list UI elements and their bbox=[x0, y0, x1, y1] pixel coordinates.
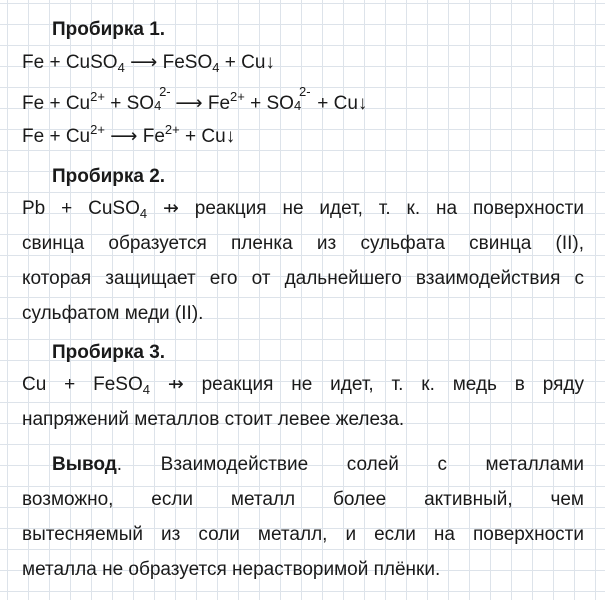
eq-superscript: 2- bbox=[298, 84, 311, 99]
paragraph-line: вытесняемый из соли металл, и если на поверхности bbox=[22, 524, 584, 545]
tube2-paragraph bbox=[22, 191, 584, 331]
tube3-heading: Пробирка 3. bbox=[52, 342, 166, 363]
tube1-equation-full-ionic bbox=[22, 84, 368, 114]
paragraph-line: возможно, если металл более активный, чем bbox=[22, 489, 584, 510]
paragraph-line bbox=[22, 447, 584, 482]
text-part: ⇸ реакция не идет, т. к. на поверхности bbox=[147, 198, 584, 219]
paragraph-line: металла не образуется нерастворимой плёнки. bbox=[22, 559, 441, 580]
paragraph-line bbox=[22, 191, 584, 226]
conclusion-label: Вывод bbox=[52, 454, 117, 475]
eq-superscript: 2- bbox=[159, 84, 171, 99]
eq-subscript: 4 bbox=[154, 98, 162, 113]
paragraph-line: сульфатом меди (II). bbox=[22, 303, 204, 324]
eq-superscript: 2+ bbox=[90, 122, 105, 137]
eq-superscript: 2+ bbox=[164, 122, 180, 137]
eq-part: Fe + Cu bbox=[22, 93, 91, 114]
tube1-equation-molecular bbox=[22, 51, 275, 75]
tube1-heading: Пробирка 1. bbox=[52, 19, 166, 40]
conclusion-paragraph bbox=[22, 447, 584, 587]
tube3-paragraph bbox=[22, 367, 584, 437]
paragraph-line: которая защищает его от дальнейшего взаимодействия с bbox=[22, 268, 584, 289]
eq-subscript: 4 bbox=[212, 60, 220, 75]
eq-part: ⟶ FeSO bbox=[124, 52, 213, 73]
eq-part: Cu + FeSO bbox=[22, 374, 143, 395]
tube1-equation-short-ionic bbox=[22, 118, 236, 147]
eq-part: + Cu↓ bbox=[179, 126, 236, 147]
eq-subscript: 4 bbox=[293, 98, 302, 113]
eq-superscript: 2+ bbox=[90, 89, 105, 104]
eq-subscript: 4 bbox=[139, 206, 148, 221]
paragraph-line: свинца образуется пленка из сульфата свинца (II), bbox=[22, 233, 584, 254]
eq-subscript: 4 bbox=[142, 382, 150, 397]
eq-part: Fe + CuSO bbox=[22, 52, 118, 73]
text-part: . Взаимодействие солей с металлами bbox=[116, 454, 584, 475]
eq-part: Fe + Cu bbox=[22, 126, 91, 147]
eq-part: ⟶ Fe bbox=[104, 126, 165, 147]
paragraph-line: напряжений металлов стоит левее железа. bbox=[22, 409, 405, 430]
eq-part: Pb + CuSO bbox=[22, 198, 140, 219]
eq-part: + Cu↓ bbox=[311, 93, 368, 114]
eq-part: + Cu↓ bbox=[219, 52, 275, 73]
eq-part: + SO bbox=[244, 93, 294, 114]
eq-subscript: 4 bbox=[117, 60, 125, 75]
eq-superscript: 2+ bbox=[230, 89, 245, 104]
paragraph-line bbox=[22, 367, 584, 402]
text-part: ⇸ реакция не идет, т. к. медь в ряду bbox=[149, 374, 584, 395]
tube2-heading: Пробирка 2. bbox=[52, 166, 166, 187]
eq-part: + SO bbox=[104, 93, 155, 114]
eq-part: ⟶ Fe bbox=[170, 93, 231, 114]
